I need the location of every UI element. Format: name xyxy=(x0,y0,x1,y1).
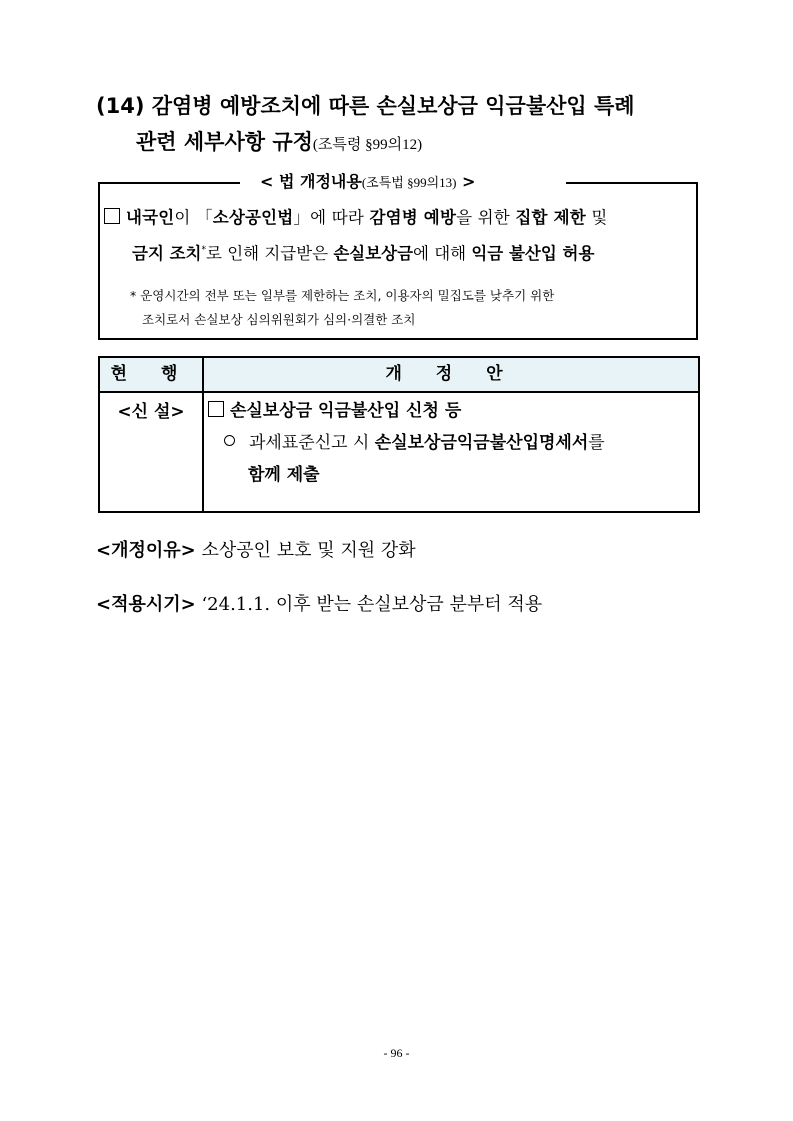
checkbox-square-icon xyxy=(104,208,120,224)
circle-bullet-icon xyxy=(224,435,235,446)
reason-line xyxy=(96,536,416,562)
proposed-sub-line-2: 함께 제출 xyxy=(248,465,320,485)
amendment-line-1-run: 」에 따라 xyxy=(293,208,370,227)
amendment-body xyxy=(104,202,698,270)
amendment-line-2-run: 에 대해 xyxy=(413,243,472,263)
proposed-sub-plain: 과세표준신고 시 xyxy=(249,433,375,453)
section-title xyxy=(96,88,736,163)
footnote-line-1: * 운영시간의 전부 또는 일부를 제한하는 조치, 이용자의 밀집도를 낮추기 위한 xyxy=(130,288,555,303)
proposed-sub-bold: 손실보상금익금불산입명세서 xyxy=(374,433,589,453)
amendment-line-1-run: 집합 제한 xyxy=(515,208,586,227)
amendment-body-line-1 xyxy=(104,202,698,234)
proposed-sub-tail: 를 xyxy=(588,433,605,453)
reason-label: <개정이유> xyxy=(96,540,196,561)
comparison-table xyxy=(98,356,700,513)
title-line-2-bold: 관련 세부사항 규정 xyxy=(136,130,313,154)
title-line-2 xyxy=(96,124,736,163)
box-top-border-left xyxy=(98,182,240,184)
page-number: - 96 - xyxy=(383,1046,410,1060)
proposed-sub-item xyxy=(208,427,694,459)
amendment-line-2-run: * xyxy=(201,245,207,255)
amendment-line-1-run: 및 xyxy=(585,208,608,227)
amendment-line-1-run: 내국인 xyxy=(126,208,175,227)
amendment-line-1-run: 감염병 예방 xyxy=(369,208,457,227)
apply-text: ‘24.1.1. 이후 받는 손실보상금 분부터 적용 xyxy=(201,594,543,615)
title-line-1: (14) 감염병 예방조치에 따른 손실보상금 익금불산입 특례 xyxy=(96,94,635,118)
amendment-line-2-run: 로 인해 지급받은 xyxy=(206,243,334,263)
reason-text: 소상공인 보호 및 지원 강화 xyxy=(201,540,416,561)
amendment-line-1-run: 을 위한 xyxy=(456,208,516,227)
cell-proposed xyxy=(203,392,699,512)
table-header-row xyxy=(99,357,699,392)
checkbox-square-icon xyxy=(208,401,224,417)
table-row xyxy=(99,392,699,512)
footnote-line-2: 조치로서 손실보상 심의위원회가 심의·의결한 조치 xyxy=(142,312,416,327)
amendment-line-2-run: 손실보상금 xyxy=(333,243,414,263)
header-proposed: 개 정 안 xyxy=(203,357,699,392)
amendment-box xyxy=(98,172,698,340)
title-reference: (조특령 §99의12) xyxy=(312,137,423,153)
amendment-line-2-run: 금지 조치 xyxy=(132,243,202,263)
amendment-heading-end: > xyxy=(456,172,476,191)
amendment-line-1-run: 소상공인법 xyxy=(212,208,294,227)
amendment-heading xyxy=(260,169,475,192)
proposed-main-item xyxy=(208,395,694,427)
amendment-heading-text: < 법 개정내용 xyxy=(260,172,362,191)
cell-current: <신 설> xyxy=(99,392,203,512)
amendment-heading-ref: (조특법 §99의13) xyxy=(361,175,457,190)
amendment-body-line-2 xyxy=(104,234,698,270)
apply-line xyxy=(96,590,542,616)
proposed-main-text: 손실보상금 익금불산입 신청 등 xyxy=(230,401,462,421)
amendment-line-2-run: 익금 불산입 허용 xyxy=(471,243,595,263)
box-top-border-right xyxy=(566,182,698,184)
apply-label: <적용시기> xyxy=(96,594,196,615)
amendment-footnote xyxy=(130,284,695,332)
amendment-line-1-run: 이 「 xyxy=(174,208,213,227)
header-current: 현 행 xyxy=(99,357,203,392)
